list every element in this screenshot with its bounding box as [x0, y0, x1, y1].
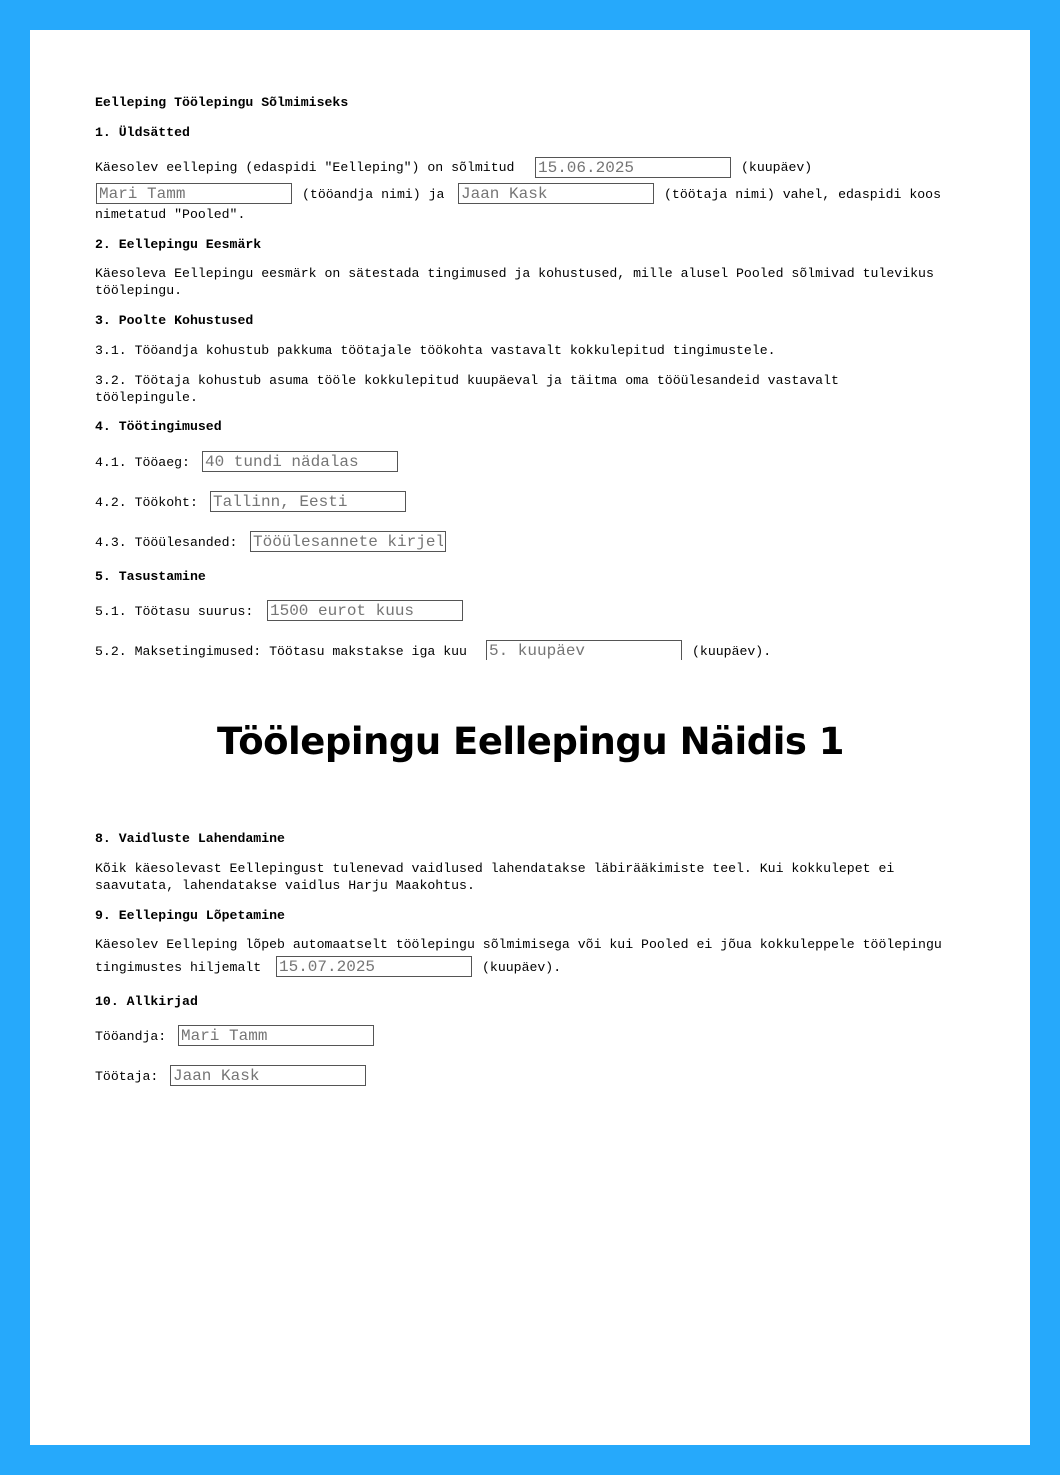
section-1-text-end: nimetatud "Pooled".	[95, 207, 246, 222]
end-date-suffix: (kuupäev).	[482, 960, 562, 975]
section-5-heading: 5. Tasustamine	[95, 569, 206, 584]
section-2-heading: 2. Eellepingu Eesmärk	[95, 237, 262, 252]
worktime-label: 4.1. Tööaeg:	[95, 455, 190, 470]
end-date-field[interactable]	[276, 956, 472, 977]
salary-field[interactable]	[267, 600, 463, 621]
section-9-heading: 9. Eellepingu Lõpetamine	[95, 908, 285, 923]
section-8-line-1: Kõik käesolevast Eellepingust tulenevad vaidlused lahendatakse läbirääkimiste teel. Kui kokkulepet ei	[95, 861, 895, 876]
workplace-label: 4.2. Töökoht:	[95, 495, 198, 510]
section-3-heading: 3. Poolte Kohustused	[95, 313, 254, 328]
payment-day-field[interactable]	[486, 640, 682, 661]
date-suffix: (kuupäev)	[741, 160, 813, 175]
workplace-field[interactable]	[210, 491, 406, 512]
duties-label: 4.3. Tööülesanded:	[95, 535, 238, 550]
section-9-line-2-prefix: tingimustes hiljemalt	[95, 960, 262, 975]
signature-employer-label: Tööandja:	[95, 1029, 167, 1044]
section-9-line-1: Käesolev Eelleping lõpeb automaatselt töölepingu sõlmimisega või kui Pooled ei jõua kokkuleppele töölepingu	[95, 937, 942, 952]
salary-label: 5.1. Töötasu suurus:	[95, 604, 254, 619]
payment-label: 5.2. Maksetingimused: Töötasu makstakse iga kuu	[95, 644, 467, 659]
section-8-line-2: saavutata, lahendatakse vaidlus Harju Maakohtus.	[95, 878, 475, 893]
section-1-text-a: Käesolev eelleping (edaspidi "Eelleping") on sõlmitud	[95, 160, 515, 175]
section-2-line-2: töölepingu.	[95, 283, 183, 298]
duties-field[interactable]	[250, 531, 446, 552]
employee-name-field[interactable]	[458, 183, 654, 204]
agreement-date-field[interactable]	[535, 157, 731, 178]
section-10-heading: 10. Allkirjad	[95, 994, 198, 1009]
signature-employer-field[interactable]	[178, 1025, 374, 1046]
section-4-heading: 4. Töötingimused	[95, 419, 222, 434]
section-2-line-1: Käesoleva Eellepingu eesmärk on sätestada tingimused ja kohustused, mille alusel Pooled sõlmivad tulevikus	[95, 266, 934, 281]
worktime-field[interactable]	[202, 451, 398, 472]
employee-name-suffix: (töötaja nimi) vahel, edaspidi koos	[664, 187, 941, 202]
document-title: Eelleping Töölepingu Sõlmimiseks	[95, 95, 349, 110]
document-page	[30, 30, 1030, 1445]
signature-employee-field[interactable]	[170, 1065, 366, 1086]
employer-name-field[interactable]	[96, 183, 292, 204]
signature-employee-label: Töötaja:	[95, 1069, 159, 1084]
banner-title: Töölepingu Eellepingu Näidis 1	[216, 720, 845, 763]
section-3-paragraph-1: 3.1. Tööandja kohustub pakkuma töötajale töökohta vastavalt kokkulepitud tingimustele.	[95, 343, 776, 358]
employer-name-suffix: (tööandja nimi) ja	[302, 187, 445, 202]
section-3-paragraph-2-line-2: töölepingule.	[95, 390, 198, 405]
payment-suffix: (kuupäev).	[692, 644, 772, 659]
title-banner	[30, 660, 1030, 815]
section-3-paragraph-2-line-1: 3.2. Töötaja kohustub asuma tööle kokkulepitud kuupäeval ja täitma oma tööülesandeid vastavalt	[95, 373, 839, 388]
section-1-heading: 1. Üldsätted	[95, 125, 190, 140]
section-8-heading: 8. Vaidluste Lahendamine	[95, 831, 285, 846]
